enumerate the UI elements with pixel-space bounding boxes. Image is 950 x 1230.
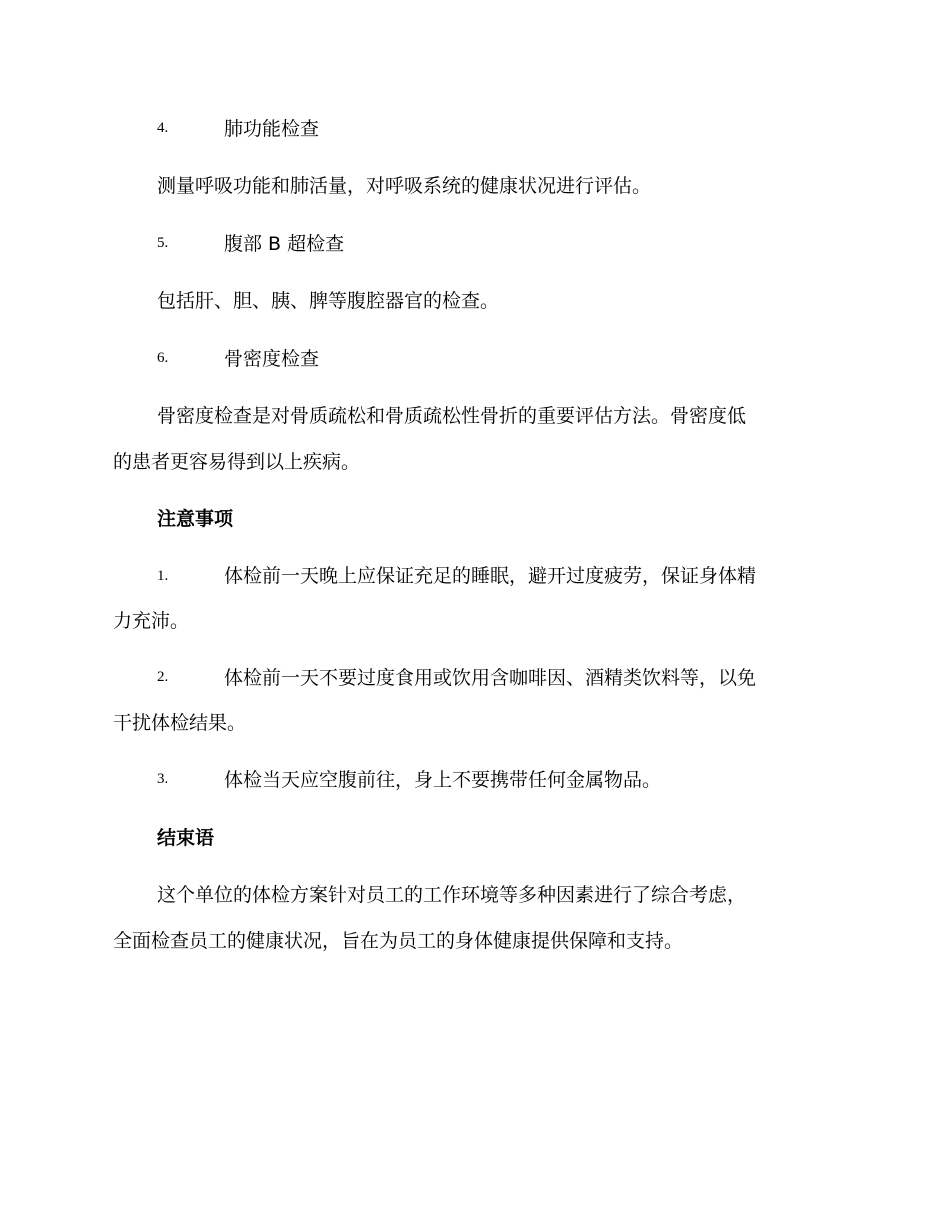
note-text: 体检当天应空腹前往，身上不要携带任何金属物品。 xyxy=(224,769,662,791)
note-text: 力充沛。 xyxy=(113,610,190,632)
conclusion-text: 全面检查员工的健康状况，旨在为员工的身体健康提供保障和支持。 xyxy=(113,930,684,952)
item-title: 肺功能检查 xyxy=(224,118,320,140)
item-title: 骨密度检查 xyxy=(224,348,320,370)
item-title: 腹部 B 超检查 xyxy=(224,233,345,255)
note-number: 2. xyxy=(157,669,169,685)
note-number: 1. xyxy=(157,568,169,584)
section-heading-notes: 注意事项 xyxy=(157,508,234,530)
note-text: 干扰体检结果。 xyxy=(113,712,247,734)
section-heading-conclusion: 结束语 xyxy=(157,827,215,849)
item-description: 包括肝、胆、胰、脾等腹腔器官的检查。 xyxy=(157,290,500,312)
item-number: 6. xyxy=(157,350,169,366)
conclusion-text: 这个单位的体检方案针对员工的工作环境等多种因素进行了综合考虑， xyxy=(157,884,747,906)
item-description: 的患者更容易得到以上疾病。 xyxy=(113,451,361,473)
note-number: 3. xyxy=(157,771,169,787)
note-text: 体检前一天晚上应保证充足的睡眠，避开过度疲劳，保证身体精 xyxy=(224,565,757,587)
item-number: 4. xyxy=(157,120,169,136)
note-text: 体检前一天不要过度食用或饮用含咖啡因、酒精类饮料等，以免 xyxy=(224,667,757,689)
item-description: 骨密度检查是对骨质疏松和骨质疏松性骨折的重要评估方法。骨密度低 xyxy=(157,405,747,427)
item-description: 测量呼吸功能和肺活量，对呼吸系统的健康状况进行评估。 xyxy=(157,175,652,197)
item-number: 5. xyxy=(157,235,169,251)
